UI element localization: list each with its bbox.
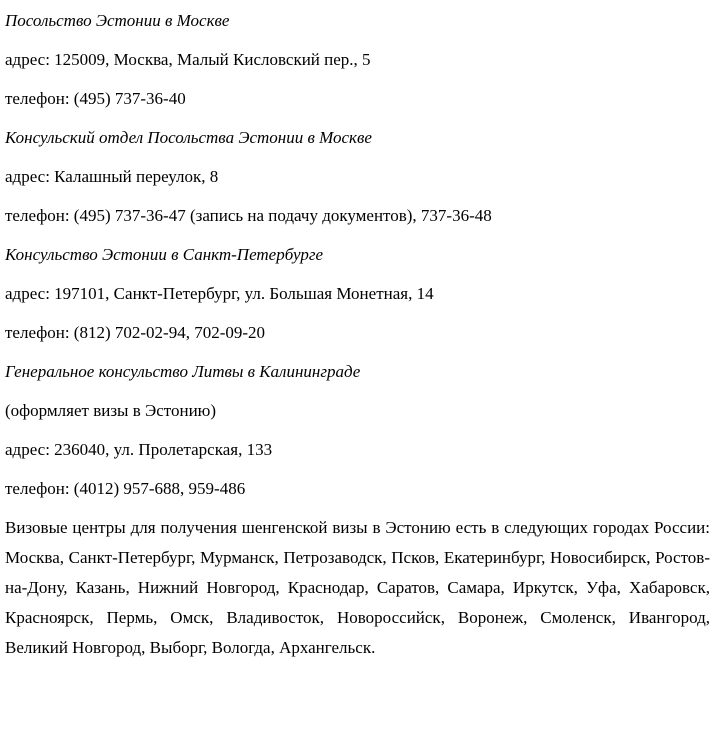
- address-line: адрес: 236040, ул. Пролетарская, 133: [5, 440, 273, 459]
- phone-line: телефон: (812) 702-02-94, 702-09-20: [5, 323, 266, 342]
- visa-centers-paragraph: Визовые центры для получения шенгенской визы в Эстонию есть в следующих городах России: Москва, Санкт-Петербург, Мурманск, Петрозаводск, Псков, Екатеринбург, Новосибирск, Ростов-на-Дону, Казань, Нижний Новгород, Краснодар, Саратов, Самара, Иркутск, Уфа, Хабаровск, Красноярск, Пермь, Омск, Владивосток, Новороссийск, Воронеж, Смоленск, Ивангород, Великий Новгород, Выборг, Вологда, Архангельск.: [5, 518, 710, 657]
- address-line: адрес: 125009, Москва, Малый Кисловский пер., 5: [5, 50, 371, 69]
- section-heading-consular-dept-moscow: Консульский отдел Посольства Эстонии в Москве: [5, 128, 372, 147]
- phone-line: телефон: (495) 737-36-40: [5, 89, 186, 108]
- phone-line: телефон: (495) 737-36-47 (запись на подачу документов), 737-36-48: [5, 206, 492, 225]
- address-line: адрес: 197101, Санкт-Петербург, ул. Большая Монетная, 14: [5, 284, 434, 303]
- section-heading-consulate-kaliningrad: Генеральное консульство Литвы в Калининграде: [5, 362, 361, 381]
- address-line: адрес: Калашный переулок, 8: [5, 167, 219, 186]
- note-line: (оформляет визы в Эстонию): [5, 401, 217, 420]
- section-heading-embassy-moscow: Посольство Эстонии в Москве: [5, 11, 230, 30]
- section-heading-consulate-spb: Консульство Эстонии в Санкт-Петербурге: [5, 245, 324, 264]
- phone-line: телефон: (4012) 957-688, 959-486: [5, 479, 246, 498]
